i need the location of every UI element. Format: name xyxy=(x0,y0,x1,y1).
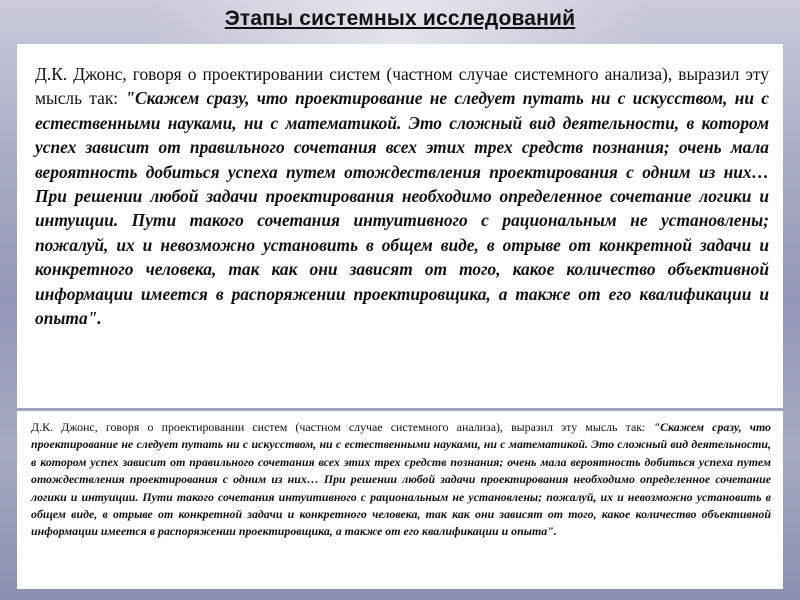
upper-intro-text: Д.К. Джонс, говоря о проектировании систем (частном случае системного анализа), выразил эту мысль так: xyxy=(35,64,769,109)
upper-quote-text: "Скажем сразу, что проектирование не следует путать ни с искусством, ни с естественными науками, ни с математикой. Это сложный вид деятельности, в котором успех зависит от правильного сочетания всех этих трех средств познания; очень мала вероятность добиться успеха путем отождествления проектирования с одним из них… При решении любой задачи проектирования необходимо определенное сочетание логики и интуиции. Пути такого сочетания интуитивного с рациональным не установлены; пожалуй, их и невозможно установить в общем виде, в отрыве от конкретной задачи и конкретного человека, так как они зависят от того, какое количество объективной информации имеется в распоряжении проектировщика, а также от его квалификации и опыта". xyxy=(35,88,769,329)
lower-quote-text: "Скажем сразу, что проектирование не следует путать ни с искусством, ни с естественными науками, ни с математикой. Это сложный вид деятельности, в котором успех зависит от правильного сочетания всех этих трех средств познания; очень мала вероятность добиться успеха путем отождествления проектирования с одним из них… При решении любой задачи проектирования необходимо определенное сочетание логики и интуиции. Пути такого сочетания интуитивного с рациональным не установлены; пожалуй, их и невозможно установить в общем виде, в отрыве от конкретной задачи и конкретного человека, так как они зависят от того, какое количество объективной информации имеется в распоряжении проектировщика, а также от его квалификации и опыта". xyxy=(31,420,771,539)
slide-title: Этапы системных исследований xyxy=(224,7,576,30)
lower-intro-text: Д.К. Джонс, говоря о проектировании систем (частном случае системного анализа), выразил эту мысль так: xyxy=(31,420,654,434)
upper-text-block xyxy=(17,44,783,408)
lower-text-block xyxy=(17,411,783,589)
